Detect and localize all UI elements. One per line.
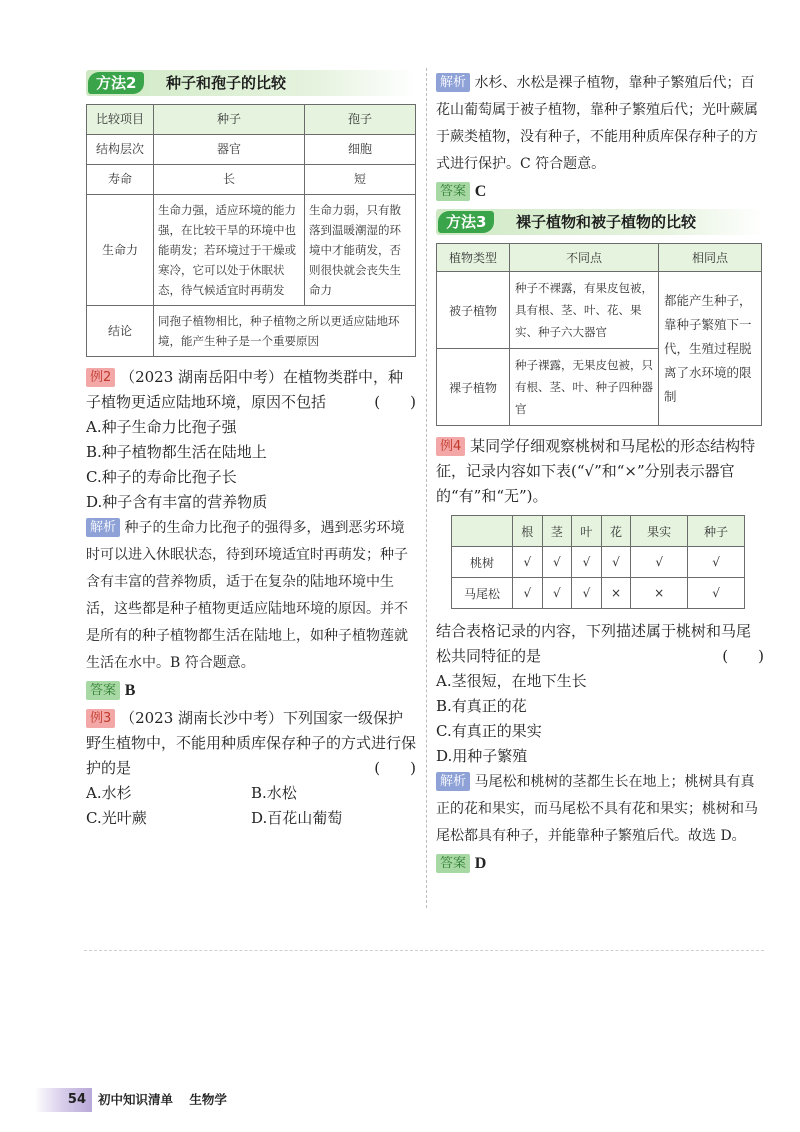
analysis-tag: 解析 [436, 772, 470, 791]
answer-tag: 答案 [86, 681, 120, 700]
row-label: 生命力 [87, 195, 154, 306]
row-label: 裸子植物 [437, 349, 510, 426]
table-row [452, 547, 745, 578]
example4-answer [436, 850, 764, 877]
row-label: 结论 [87, 306, 154, 357]
table-row [87, 165, 416, 195]
option: C.有真正的果实 [436, 722, 542, 740]
option: A.茎很短，在地下生长 [436, 672, 587, 690]
analysis-text: 种子的生命力比孢子的强得多，遇到恶劣环境时可以进入休眠状态，待到环境适宜时再萌发；种子含有丰富的营养物质，适于在复杂的陆地环境中生活，这些都是种子植物更适应陆地环境的原因。并不是所有的种子植物都生活在陆地上，如种子植物莲就生活在水中。B 符合题意。 [86, 520, 408, 671]
analysis-text: 马尾松和桃树的茎都生长在地上；桃树具有真正的花和果实，而马尾松不具有花和果实；桃树和马尾松都具有种子，并能靠种子繁殖后代。故选 D。 [436, 774, 758, 844]
example4-tag: 例4 [436, 437, 465, 456]
table-cell: × [601, 578, 631, 609]
table-row [87, 195, 416, 306]
options-row [86, 806, 416, 831]
option: D.用种子繁殖 [436, 747, 528, 765]
answer-paren: ( ) [374, 393, 416, 411]
column-divider [426, 68, 427, 908]
conclusion-cell: 同孢子植物相比，种子植物之所以更适应陆地环境，能产生种子是一个重要原因 [154, 306, 416, 357]
example4-question [436, 434, 764, 509]
answer-value: D [474, 855, 487, 872]
answer-paren: ( ) [374, 759, 416, 777]
table-header: 种子 [688, 516, 745, 547]
table-cell: √ [601, 547, 631, 578]
answer-tag: 答案 [436, 854, 470, 873]
table-header: 叶 [572, 516, 602, 547]
row-label: 被子植物 [437, 272, 510, 349]
plant-organ-table [451, 515, 745, 609]
table-cell: 生命力强，适应环境的能力强，在比较干旱的环境中也能萌发；若环境过于干燥或寒冷，它可以处于休眠状态，待气候适宜时再萌发 [154, 195, 305, 306]
table-header: 根 [513, 516, 543, 547]
example2-question [86, 365, 416, 415]
option: B.水松 [251, 784, 297, 802]
option: B.种子植物都生活在陆地上 [86, 443, 267, 461]
row-label: 结构层次 [87, 135, 154, 165]
table-cell: × [631, 578, 688, 609]
table-header: 植物类型 [437, 244, 510, 272]
bottom-divider [84, 950, 764, 951]
table-cell: 器官 [154, 135, 305, 165]
method3-tag: 方法3 [438, 211, 494, 233]
answer-value: B [124, 682, 136, 699]
method2-header [86, 70, 416, 96]
table-row [437, 272, 762, 349]
seed-spore-table [86, 104, 416, 357]
example2-analysis [86, 515, 416, 677]
page-number: 54 [34, 1088, 92, 1112]
table-cell: √ [542, 547, 572, 578]
table-cell: 种子不裸露，有果皮包被，具有根、茎、叶、花、果实、种子六大器官 [510, 272, 659, 349]
example3-answer [436, 178, 764, 205]
method3-title: 裸子植物和被子植物的比较 [516, 213, 697, 231]
table-header: 不同点 [510, 244, 659, 272]
table-cell: √ [542, 578, 572, 609]
table-cell: 生命力弱，只有散落到温暖潮湿的环境中才能萌发，否则很快就会丧失生命力 [305, 195, 416, 306]
table-cell: 短 [305, 165, 416, 195]
table-header: 孢子 [305, 105, 416, 135]
option: B.有真正的花 [436, 697, 527, 715]
example3-tag: 例3 [86, 709, 115, 728]
method2-tag: 方法2 [88, 72, 144, 94]
option: D.种子含有丰富的营养物质 [86, 493, 268, 511]
example3-question-text: （2023 湖南长沙中考）下列国家一级保护野生植物中，不能用种质库保存种子的方式进行保护的是 [86, 709, 417, 777]
example4-analysis [436, 769, 764, 850]
table-cell: √ [688, 578, 745, 609]
option: A.水杉 [86, 784, 132, 802]
same-cell: 都能产生种子，靠种子繁殖下一代，生殖过程脱离了水环境的限制 [659, 272, 762, 426]
answer-tag: 答案 [436, 182, 470, 201]
example3-question [86, 706, 416, 781]
options-row [86, 781, 416, 806]
table-cell: 种子裸露，无果皮包被，只有根、茎、叶、种子四种器官 [510, 349, 659, 426]
option: C.种子的寿命比孢子长 [86, 468, 237, 486]
answer-paren: ( ) [722, 647, 764, 665]
row-label: 马尾松 [452, 578, 513, 609]
table-cell: √ [513, 578, 543, 609]
footer-text [98, 1088, 239, 1112]
answer-value: C [474, 183, 487, 200]
row-label: 桃树 [452, 547, 513, 578]
table-row [87, 135, 416, 165]
table-cell: √ [631, 547, 688, 578]
table-cell: √ [572, 547, 602, 578]
table-header [452, 516, 513, 547]
book-title: 初中知识清单 [98, 1092, 174, 1107]
table-header: 花 [601, 516, 631, 547]
example2-tag: 例2 [86, 368, 115, 387]
table-cell: 细胞 [305, 135, 416, 165]
right-column [436, 70, 764, 877]
table-header: 种子 [154, 105, 305, 135]
analysis-tag: 解析 [436, 73, 470, 92]
example4-question-text: 某同学仔细观察桃树和马尾松的形态结构特征，记录内容如下表(“√”和“×”分别表示器官的“有”和“无”)。 [436, 437, 756, 505]
table-header: 比较项目 [87, 105, 154, 135]
example2-answer [86, 677, 416, 704]
method3-header [436, 209, 764, 235]
table-cell: √ [572, 578, 602, 609]
gymnosperm-angiosperm-table [436, 243, 762, 426]
table-header: 茎 [542, 516, 572, 547]
example4-question2 [436, 619, 764, 669]
table-row [87, 306, 416, 357]
table-row [452, 578, 745, 609]
analysis-text: 水杉、水松是裸子植物，靠种子繁殖后代；百花山葡萄属于被子植物，靠种子繁殖后代；光叶蕨属于蕨类植物，没有种子，不能用种质库保存种子的方式进行保护。C 符合题意。 [436, 75, 758, 172]
table-cell: 长 [154, 165, 305, 195]
option: D.百花山葡萄 [251, 809, 343, 827]
table-cell: √ [513, 547, 543, 578]
table-header: 果实 [631, 516, 688, 547]
option: A.种子生命力比孢子强 [86, 418, 237, 436]
analysis-tag: 解析 [86, 518, 120, 537]
subject-name: 生物学 [189, 1092, 227, 1107]
table-header: 相同点 [659, 244, 762, 272]
method2-title: 种子和孢子的比较 [166, 74, 287, 92]
table-cell: √ [688, 547, 745, 578]
row-label: 寿命 [87, 165, 154, 195]
example3-analysis [436, 70, 764, 178]
example2-question-text: （2023 湖南岳阳中考）在植物类群中，种子植物更适应陆地环境，原因不包括 [86, 368, 404, 411]
left-column [86, 70, 416, 831]
example4-question2-text: 结合表格记录的内容，下列描述属于桃树和马尾松共同特征的是 [436, 622, 752, 665]
page-footer [34, 1088, 334, 1112]
option: C.光叶蕨 [86, 809, 147, 827]
